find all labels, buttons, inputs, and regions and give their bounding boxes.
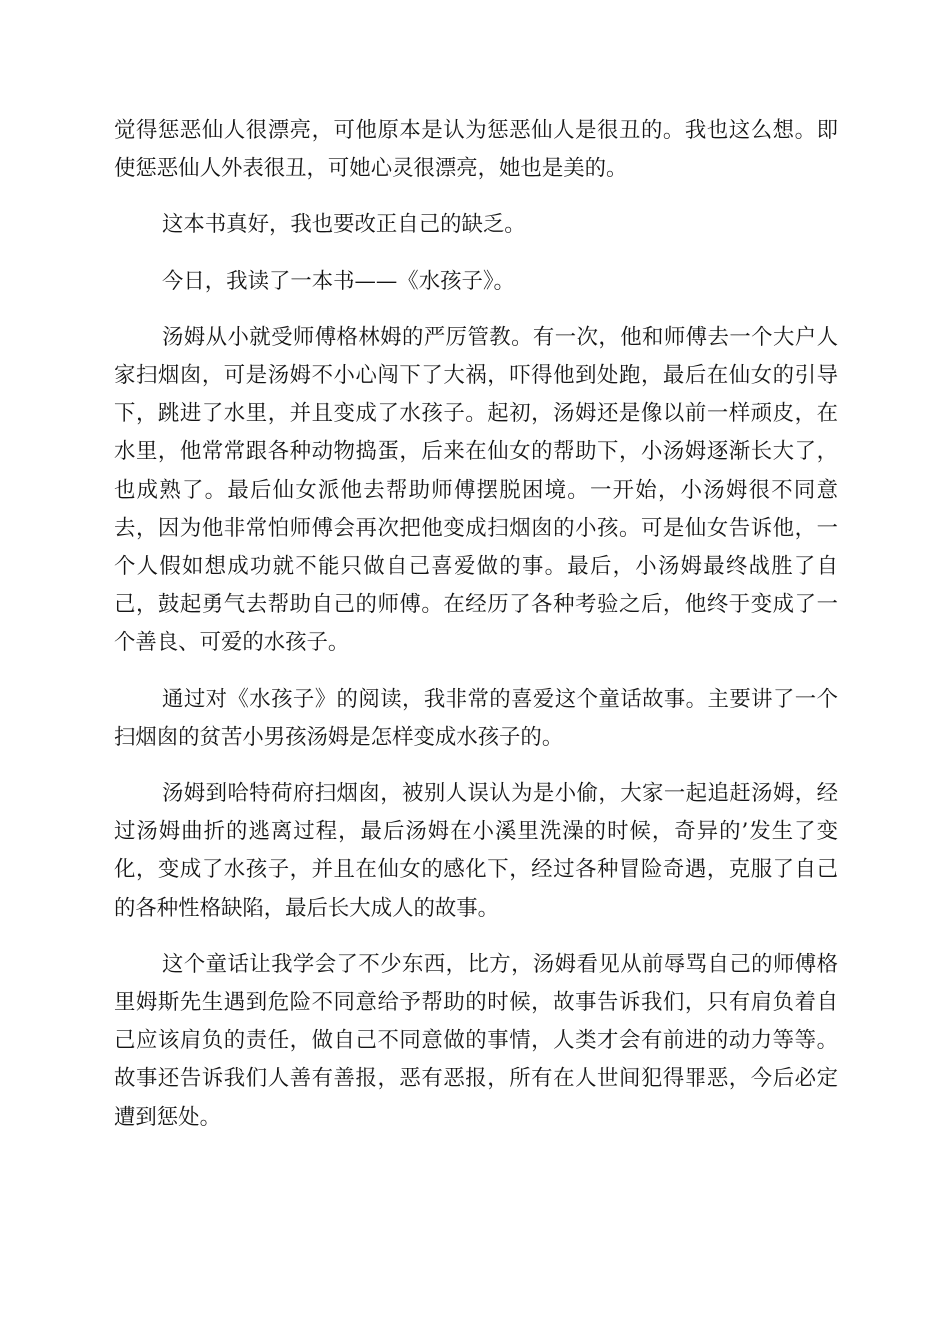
paragraph-1: 觉得惩恶仙人很漂亮，可他原本是认为惩恶仙人是很丑的。我也这么想。即使惩恶仙人外表很丑，可她心灵很漂亮，她也是美的。 bbox=[114, 118, 838, 182]
paragraph-2: 这本书真好，我也要改正自己的缺乏。 bbox=[162, 212, 526, 238]
paragraph-4: 汤姆从小就受师傅格林姆的严厉管教。有一次，他和师傅去一个大户人家扫烟囱，可是汤姆不小心闯下了大祸，吓得他到处跑，最后在仙女的引导下，跳进了水里，并且变成了水孩子。起初，汤姆还是像以前一样顽皮，在水里，他常常跟各种动物捣蛋，后来在仙女的帮助下，小汤姆逐渐长大了，也成熟了。最后仙女派他去帮助师傅摆脱困境。一开始，小汤姆很不同意去，因为他非常怕师傅会再次把他变成扫烟囱的小孩。可是仙女告诉他，一个人假如想成功就不能只做自己喜爱做的事。最后，小汤姆最终战胜了自己，鼓起勇气去帮助自己的师傅。在经历了各种考验之后，他终于变成了一个善良、可爱的水孩子。 bbox=[114, 324, 838, 656]
paragraph-6: 汤姆到哈特荷府扫烟囱，被别人误认为是小偷，大家一起追赶汤姆，经过汤姆曲折的逃离过程，最后汤姆在小溪里洗澡的时候，奇异的’发生了变化，变成了水孩子，并且在仙女的感化下，经过各种冒险奇遇，克服了自己的各种性格缺陷，最后长大成人的故事。 bbox=[114, 781, 838, 921]
paragraph-5: 通过对《水孩子》的阅读，我非常的喜爱这个童话故事。主要讲了一个扫烟囱的贫苦小男孩汤姆是怎样变成水孩子的。 bbox=[114, 686, 838, 750]
paragraph-3: 今日，我读了一本书——《水孩子》。 bbox=[162, 268, 515, 294]
document-body bbox=[114, 112, 838, 1155]
paragraph-7: 这个童话让我学会了不少东西，比方，汤姆看见从前辱骂自己的师傅格里姆斯先生遇到危险不同意给予帮助的时候，故事告诉我们，只有肩负着自己应该肩负的责任，做自己不同意做的事情，人类才会有前进的动力等等。故事还告诉我们人善有善报，恶有恶报，所有在人世间犯得罪恶，今后必定遭到惩处。 bbox=[114, 951, 838, 1130]
